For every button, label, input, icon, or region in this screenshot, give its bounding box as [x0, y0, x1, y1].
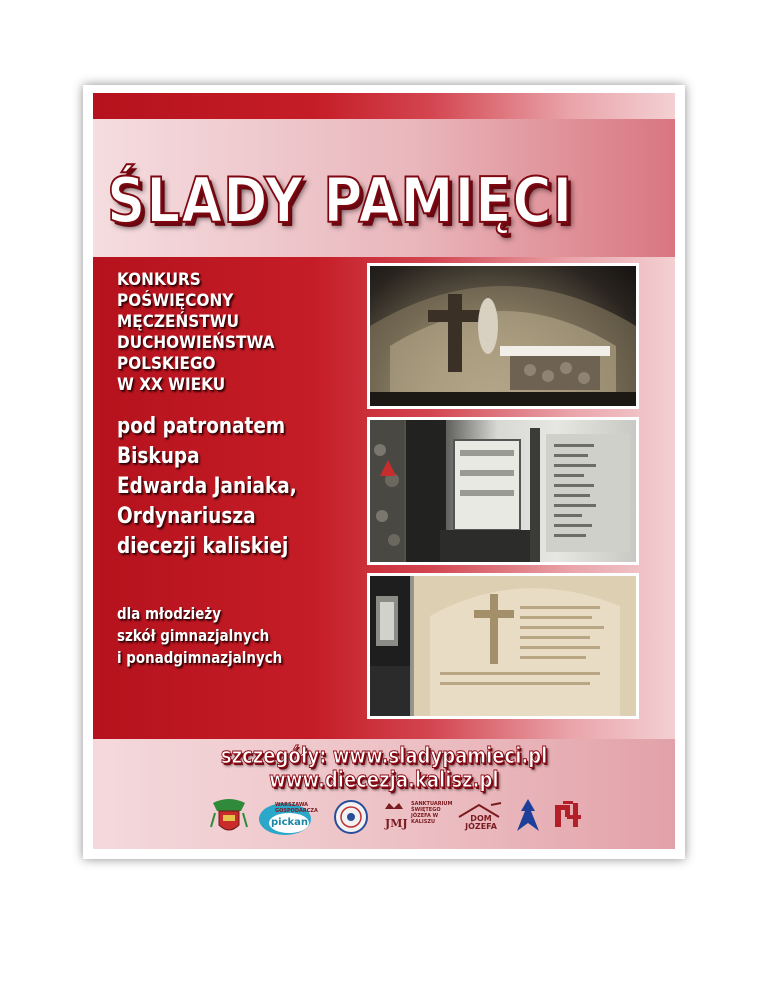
sponsor-logos	[93, 797, 675, 841]
round-seal-icon	[333, 799, 369, 839]
sanktuarium-logo	[383, 799, 453, 830]
title-band	[93, 119, 675, 257]
museum-display-illustration	[370, 420, 636, 562]
picken-caption: WARSZAWA GOSPODARCZA	[275, 802, 318, 814]
patronage-line: diecezji kaliskiej	[117, 534, 289, 559]
blue-emblem-icon	[515, 797, 541, 841]
patronage-line: Biskupa	[117, 444, 200, 469]
museum-display-photo	[367, 417, 639, 565]
contest-line: MĘCZEŃSTWU	[117, 312, 240, 332]
picken-wordmark: pickan	[271, 817, 309, 828]
audience-line: dla młodzieży	[117, 604, 221, 623]
diocese-url-line	[93, 769, 675, 793]
dom-jozefa-text: DOM JÓZEFA	[465, 814, 497, 831]
memorial-wall-photo	[367, 573, 639, 719]
dom-jozefa-logo	[455, 801, 505, 835]
jmj-mark: JMJ	[385, 817, 408, 830]
contest-line: POŚWIĘCONY	[117, 291, 234, 311]
patronage-line: pod patronatem	[117, 414, 286, 439]
monogram-logo-icon	[553, 799, 583, 835]
sanktuarium-caption: SANKTUARIUM ŚWIĘTEGO JÓZEFA W KALISZU	[411, 801, 453, 825]
audience-line: i ponadgimnazjalnych	[117, 648, 283, 667]
details-url-text: szczegóły: www.sladypamieci.pl	[220, 744, 548, 769]
contest-line: W XX WIEKU	[117, 375, 226, 395]
details-band	[93, 739, 675, 849]
poster-background	[93, 93, 675, 849]
bishop-coat-of-arms-icon	[209, 797, 249, 841]
patronage-line: Ordynariusza	[117, 504, 256, 529]
details-url-line	[93, 745, 675, 769]
contest-line: DUCHOWIEŃSTWA	[117, 333, 275, 353]
memorial-wall-illustration	[370, 576, 636, 716]
picken-logo	[259, 799, 317, 841]
audience-line: szkół gimnazjalnych	[117, 626, 270, 645]
patronage-line: Edwarda Janiaka,	[117, 474, 297, 499]
crypt-altar-illustration	[370, 266, 636, 406]
poster	[83, 85, 685, 859]
diocese-url-text: www.diecezja.kalisz.pl	[269, 768, 499, 793]
crypt-altar-photo	[367, 263, 639, 409]
contest-line: KONKURS	[117, 270, 201, 290]
poster-title: ŚLADY PAMIĘCI	[107, 164, 574, 237]
contest-line: POLSKIEGO	[117, 354, 216, 374]
